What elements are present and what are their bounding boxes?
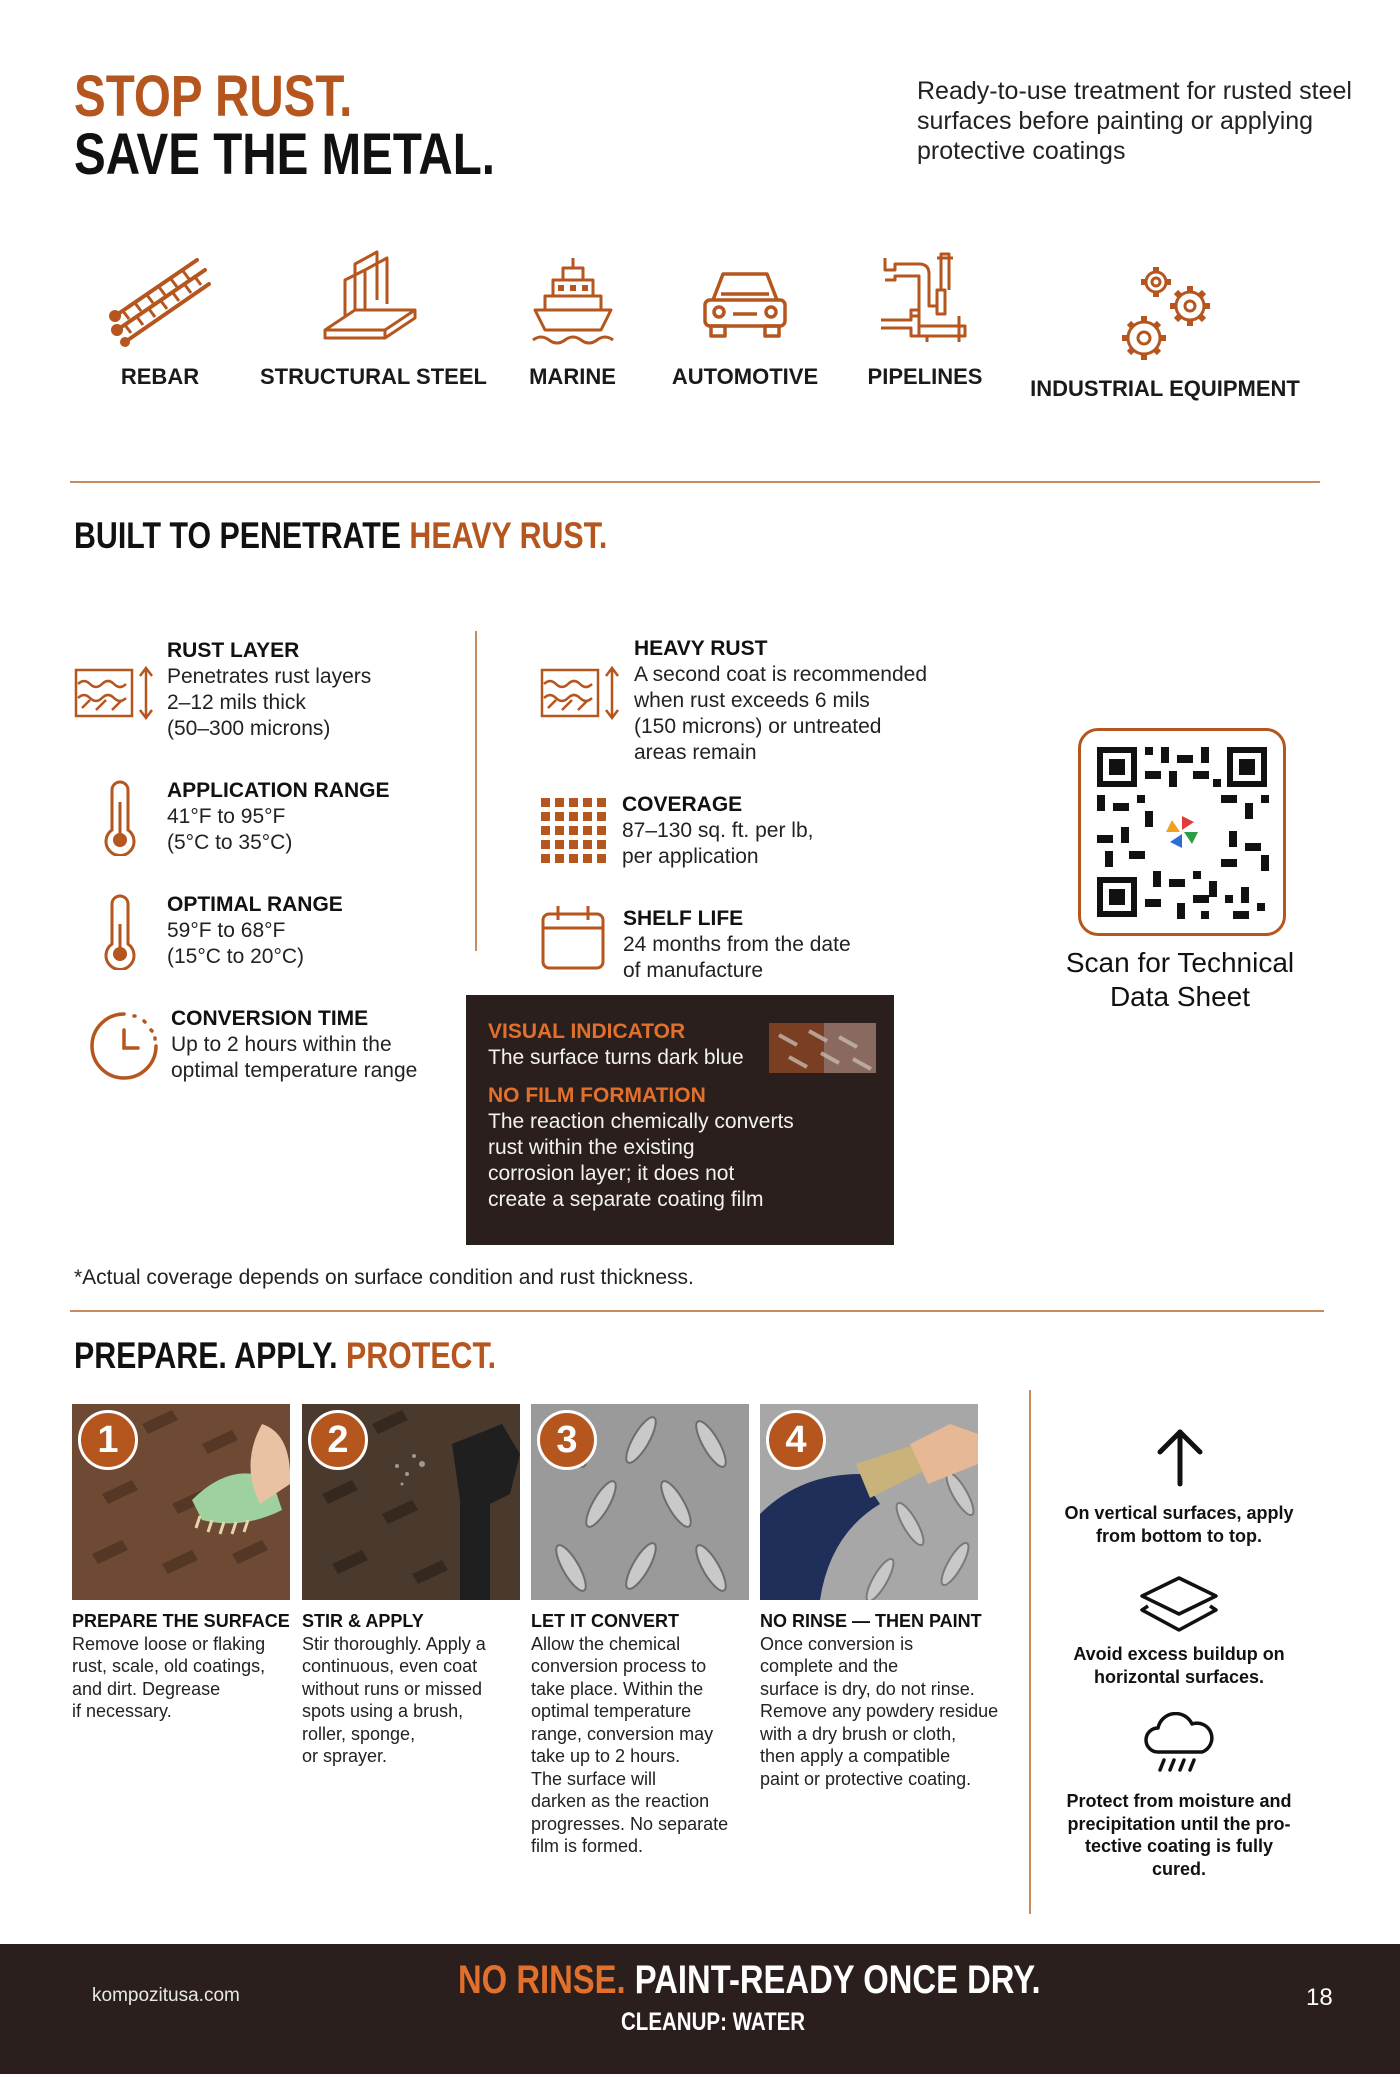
headline-save-metal: SAVE THE METAL. — [74, 122, 496, 187]
step-line: with a dry brush or cloth, — [760, 1723, 957, 1744]
step-line: surface is dry, do not rinse. — [760, 1678, 975, 1699]
qr-caption-line: Data Sheet — [1109, 981, 1251, 1012]
spec-line: 59°F to 68°F — [167, 919, 286, 942]
spec-heavy-rust — [634, 636, 927, 766]
spec-line: (5°C to 35°C) — [167, 831, 293, 854]
spec-line: when rust exceeds 6 mils — [634, 689, 870, 712]
tip-vertical — [1044, 1502, 1314, 1547]
no-film-line: create a separate coating film — [488, 1188, 764, 1211]
spec-line: 2–12 mils thick — [167, 691, 306, 714]
step-line: roller, sponge, — [302, 1723, 416, 1744]
industry-industrial-equipment — [1030, 264, 1300, 434]
step-2-image — [302, 1404, 520, 1600]
step-line: optimal temperature — [531, 1701, 692, 1721]
no-film-line: The reaction chemically converts — [488, 1110, 794, 1133]
footer-slogan — [458, 1958, 1041, 2002]
step-line: paint or protective coating. — [760, 1768, 972, 1789]
spec-coverage — [622, 792, 813, 870]
tip-line: precipitation until the pro- — [1067, 1813, 1291, 1834]
spec-line: 87–130 sq. ft. per lb, — [622, 819, 814, 842]
rust-swatch-image — [769, 1023, 876, 1073]
coverage-grid-icon — [541, 798, 607, 864]
tip-horizontal — [1044, 1643, 1314, 1688]
spec-title: OPTIMAL RANGE — [167, 893, 343, 916]
step-line: range, conversion may — [531, 1723, 714, 1744]
no-film-text — [488, 1109, 794, 1213]
spec-title: RUST LAYER — [167, 639, 300, 662]
spec-application-range — [167, 778, 389, 856]
car-icon — [695, 250, 795, 350]
spec-line: A second coat is recommended — [634, 663, 927, 686]
step-line: Remove loose or flaking — [72, 1633, 266, 1654]
step-title: NO RINSE — THEN PAINT — [760, 1611, 982, 1631]
spec-line: (15°C to 20°C) — [167, 945, 305, 968]
tip-line: Avoid excess buildup on — [1073, 1644, 1285, 1664]
step-line: rust, scale, old coatings, — [72, 1656, 266, 1676]
step-line: then apply a compatible — [760, 1746, 951, 1766]
rebar-icon — [105, 250, 215, 350]
qr-caption-line: Scan for Technical — [1065, 947, 1295, 978]
spec-shelf-life — [623, 906, 851, 984]
step-line: Stir thoroughly. Apply a — [302, 1633, 486, 1654]
penetrate-title-b: HEAVY RUST. — [409, 515, 608, 556]
intro-text: Ready-to-use treatment for rusted steel surfaces before painting or applying protective coatings — [917, 77, 1352, 165]
spec-line: 41°F to 95°F — [167, 805, 286, 828]
step-1-text — [72, 1610, 294, 1723]
spec-optimal-range — [167, 892, 343, 970]
tips-divider — [1029, 1390, 1031, 1914]
heavy-rust-icon — [540, 664, 622, 720]
page-number: 18 — [1306, 1984, 1333, 2011]
tip-moisture — [1044, 1790, 1314, 1880]
step-4-image — [760, 1404, 978, 1600]
spec-line: (50–300 microns) — [167, 717, 331, 740]
spec-title: HEAVY RUST — [634, 637, 768, 660]
step-3-image — [531, 1404, 749, 1600]
step-line: if necessary. — [72, 1701, 172, 1721]
step-line: Once conversion is — [760, 1633, 914, 1654]
step-number-badge: 3 — [537, 1410, 597, 1470]
step-title: PREPARE THE SURFACE — [72, 1611, 290, 1631]
step-line: The surface will — [531, 1768, 657, 1789]
step-3-text — [531, 1610, 753, 1858]
penetrate-title — [74, 516, 607, 556]
step-line: Allow the chemical — [531, 1633, 681, 1654]
qr-code-image — [1081, 731, 1283, 933]
headline-stop-rust: STOP RUST. — [74, 64, 353, 129]
thermometer-icon — [100, 780, 140, 856]
spec-line: 24 months from the date — [623, 933, 851, 956]
industry-structural-steel — [260, 250, 487, 420]
no-film-line: corrosion layer; it does not — [488, 1162, 735, 1185]
footer-slogan-b: PAINT-READY ONCE DRY. — [634, 1958, 1041, 2002]
no-film-title: NO FILM FORMATION — [488, 1084, 706, 1107]
ship-icon — [523, 250, 623, 350]
website-link[interactable]: kompozitusa.com — [92, 1985, 240, 2006]
step-line: continuous, even coat — [302, 1656, 478, 1676]
step-line: spots using a brush, — [302, 1701, 464, 1721]
calendar-icon — [540, 904, 606, 972]
spec-line: (150 microns) or untreated — [634, 715, 882, 738]
industry-rebar — [100, 250, 220, 420]
section-divider — [70, 1310, 1324, 1312]
spec-line: areas remain — [634, 741, 757, 764]
step-number-badge: 4 — [766, 1410, 826, 1470]
step-line: progresses. No separate — [531, 1813, 729, 1834]
industry-label: REBAR — [120, 364, 200, 389]
indicator-box — [466, 995, 894, 1245]
industry-label: INDUSTRIAL EQUIPMENT — [1030, 376, 1300, 401]
step-line: darken as the reaction — [531, 1791, 710, 1811]
tip-line: horizontal surfaces. — [1093, 1666, 1265, 1687]
qr-code[interactable] — [1078, 728, 1286, 936]
footer-slogan-a: NO RINSE. — [458, 1958, 635, 2002]
process-title-b: PROTECT. — [346, 1335, 497, 1376]
spec-title: COVERAGE — [622, 793, 743, 816]
spec-title: APPLICATION RANGE — [167, 779, 390, 802]
step-4-text — [760, 1610, 1020, 1790]
step-title: STIR & APPLY — [302, 1611, 424, 1631]
spec-line: of manufacture — [623, 959, 764, 982]
gears-icon — [1110, 264, 1220, 374]
tip-line: Protect from moisture and — [1066, 1791, 1292, 1811]
step-line: conversion process to — [531, 1656, 707, 1676]
step-line: take place. Within the — [531, 1678, 704, 1699]
section-divider — [70, 481, 1320, 483]
tip-line: cured. — [1151, 1858, 1207, 1879]
step-number-badge: 2 — [308, 1410, 368, 1470]
spec-conversion-time — [171, 1006, 417, 1084]
visual-indicator-text: The surface turns dark blue — [488, 1046, 744, 1069]
tip-line: tective coating is fully — [1084, 1836, 1274, 1856]
industry-marine — [520, 250, 625, 420]
step-line: take up to 2 hours. — [531, 1746, 681, 1766]
industry-label: AUTOMOTIVE — [671, 364, 819, 389]
spec-line: Up to 2 hours within the — [171, 1033, 392, 1056]
spec-line: Penetrates rust layers — [167, 665, 372, 688]
step-title: LET IT CONVERT — [531, 1611, 679, 1631]
tip-line: from bottom to top. — [1096, 1525, 1262, 1546]
qr-caption — [1030, 946, 1330, 1014]
industry-label: PIPELINES — [867, 364, 983, 389]
industry-pipelines — [860, 250, 990, 420]
visual-indicator-title: VISUAL INDICATOR — [488, 1020, 686, 1043]
step-line: without runs or missed — [302, 1678, 483, 1699]
rain-cloud-icon — [1140, 1712, 1220, 1780]
industry-label: MARINE — [529, 364, 616, 389]
cleanup-text: CLEANUP: WATER — [621, 2008, 806, 2036]
step-line: complete and the — [760, 1656, 899, 1676]
spec-title: CONVERSION TIME — [171, 1007, 369, 1030]
layers-icon — [1138, 1574, 1220, 1634]
thermometer-icon — [100, 894, 140, 970]
industry-automotive — [665, 250, 825, 420]
spec-title: SHELF LIFE — [623, 907, 744, 930]
step-line: Remove any powdery residue — [760, 1701, 999, 1721]
no-film-line: rust within the existing — [488, 1136, 695, 1159]
rust-layer-icon — [74, 664, 156, 720]
step-number-badge: 1 — [78, 1410, 138, 1470]
arrow-up-icon — [1152, 1426, 1208, 1488]
industry-label: STRUCTURAL STEEL — [260, 364, 487, 389]
timer-icon — [86, 1008, 162, 1084]
spec-line: per application — [622, 845, 759, 868]
footer — [0, 1944, 1400, 2074]
tip-line: On vertical surfaces, apply — [1064, 1503, 1294, 1523]
step-line: or sprayer. — [302, 1746, 388, 1766]
spec-rust-layer — [167, 638, 371, 742]
column-divider — [475, 631, 477, 951]
pipeline-icon — [875, 250, 975, 350]
process-title-a: PREPARE. APPLY. — [74, 1335, 347, 1376]
step-line: film is formed. — [531, 1836, 644, 1856]
step-line: and dirt. Degrease — [72, 1678, 221, 1699]
step-1-image — [72, 1404, 290, 1600]
penetrate-title-a: BUILT TO PENETRATE — [74, 515, 410, 556]
process-title — [74, 1336, 496, 1376]
coverage-footnote: *Actual coverage depends on surface condition and rust thickness. — [74, 1266, 694, 1289]
step-2-text — [302, 1610, 524, 1768]
i-beam-icon — [315, 250, 425, 350]
spec-line: optimal temperature range — [171, 1059, 418, 1082]
